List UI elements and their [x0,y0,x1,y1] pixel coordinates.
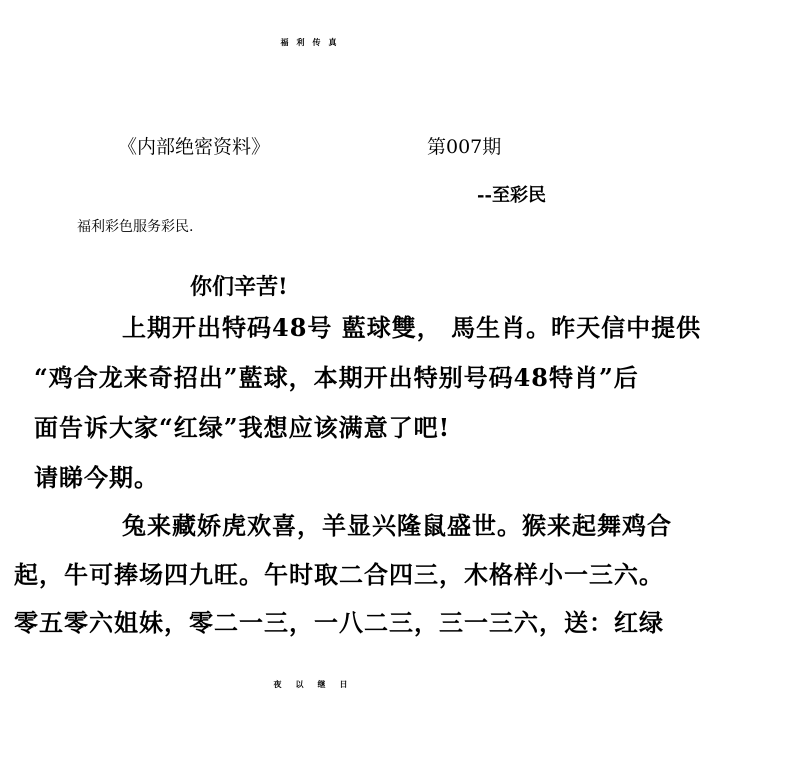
greeting: 你们辛苦! [190,274,288,300]
paragraph-line: 上期开出特码48号 藍球雙， 馬生肖。昨天信中提供 [122,313,702,342]
footer-text: 夜以继日 [273,679,362,689]
issue-number: 第007期 [427,136,502,158]
author-line: --至彩民 [477,185,546,206]
paragraph-line: 零五零六姐妹，零二一三，一八二三，三一三六，送：红绿 [14,608,664,637]
salutation: 福利彩色服务彩民. [77,219,194,235]
title-text: 福利传真 [280,37,345,47]
paragraph-line: 请睇今期。 [34,463,159,492]
footer-motto [0,680,785,688]
paragraph-line: 起，牛可捧场四九旺。午时取二合四三，木格样小一三六。 [14,560,664,589]
subtitle-classified: 《内部绝密资料》 [118,136,271,158]
paragraph-line: “鸡合龙来奇招出”藍球，本期开出特别号码48特肖”后 [34,363,639,392]
paragraph-line: 兔来藏娇虎欢喜，羊显兴隆鼠盛世。猴来起舞鸡合 [122,511,672,540]
page-title [0,38,785,46]
paragraph-line: 面告诉大家“红绿”我想应该满意了吧! [34,413,451,442]
